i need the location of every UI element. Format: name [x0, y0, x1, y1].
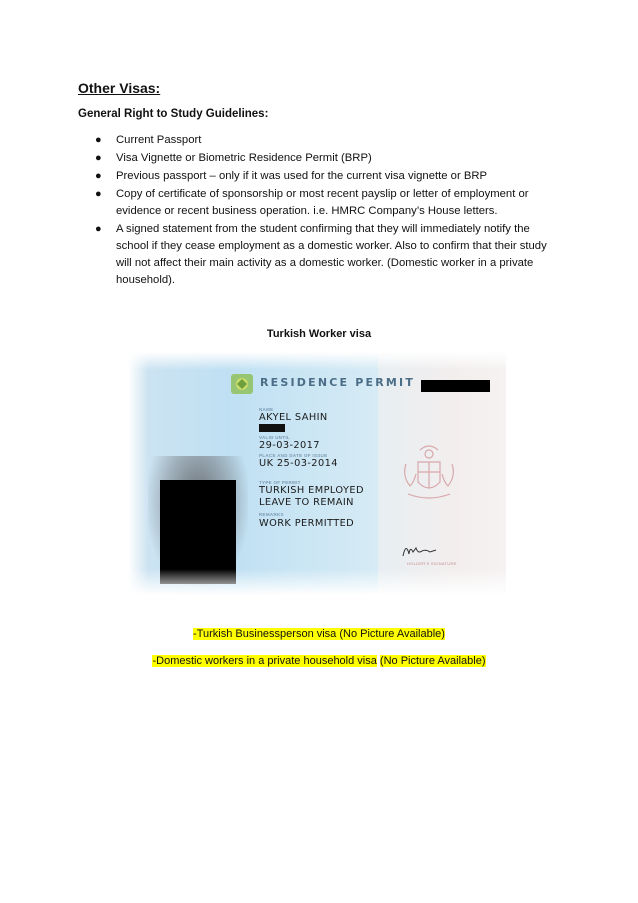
- place-date-value: UK 25-03-2014: [259, 458, 338, 469]
- permit-type-label: TYPE OF PERMIT: [259, 480, 301, 485]
- highlighted-text: (No Picture Available): [379, 655, 486, 667]
- remarks-value: WORK PERMITTED: [259, 518, 355, 529]
- bullet-icon: ●: [95, 223, 102, 235]
- highlighted-text: -Domestic workers in a private household visa: [152, 655, 377, 667]
- valid-until-value: 29-03-2017: [259, 440, 320, 451]
- redaction-bar: [259, 424, 285, 432]
- name-label: NAME: [259, 407, 274, 412]
- image-edge: [128, 352, 148, 595]
- holder-name: AKYEL SAHIN: [259, 412, 328, 423]
- bullet-icon: ●: [95, 170, 102, 182]
- permit-type-line1: TURKISH EMPLOYED: [259, 485, 364, 496]
- list-item: ● A signed statement from the student confirming that they will immediately notify the school if they cease employment as a domestic worker. Also to confirm that their study will not affect their main activity as a domestic worker. (Domestic worker in a private household).: [95, 223, 547, 286]
- image-edge: [128, 352, 506, 370]
- permit-type-line2: LEAVE TO REMAIN: [259, 497, 354, 508]
- businessperson-note: [0, 628, 638, 640]
- requirements-list: [78, 132, 548, 290]
- highlighted-text: -Turkish Businessperson visa (No Picture Available): [193, 628, 445, 640]
- residence-permit-image: [128, 352, 506, 595]
- signature-icon: [400, 540, 440, 560]
- redaction-bar: [421, 380, 490, 392]
- valid-until-label: VALID UNTIL: [259, 435, 290, 440]
- list-item: ● Copy of certificate of sponsorship or most recent payslip or letter of employment or evidence or recent business operation. i.e. HMRC Company’s House letters.: [95, 188, 529, 217]
- list-item: ● Previous passport – only if it was used for the current visa vignette or BRP: [78, 168, 548, 185]
- bullet-icon: ●: [95, 134, 102, 146]
- heading: Other Visas:: [78, 80, 161, 96]
- permit-emblem-icon: [230, 372, 254, 396]
- royal-crest-icon: [400, 442, 458, 504]
- list-item: ● Visa Vignette or Biometric Residence Permit (BRP): [78, 150, 548, 167]
- bullet-icon: ●: [95, 152, 102, 164]
- list-item: ● Current Passport: [78, 132, 548, 149]
- place-date-label: PLACE AND DATE OF ISSUE: [259, 453, 328, 458]
- image-edge: [128, 569, 506, 595]
- subheading: General Right to Study Guidelines:: [78, 108, 269, 120]
- remarks-label: REMARKS: [259, 512, 284, 517]
- signature-label: HOLDER'S SIGNATURE: [407, 561, 457, 566]
- domestic-worker-note: [0, 655, 638, 667]
- permit-title: RESIDENCE PERMIT: [260, 376, 416, 389]
- figure-caption: Turkish Worker visa: [266, 328, 372, 340]
- bullet-icon: ●: [95, 188, 102, 200]
